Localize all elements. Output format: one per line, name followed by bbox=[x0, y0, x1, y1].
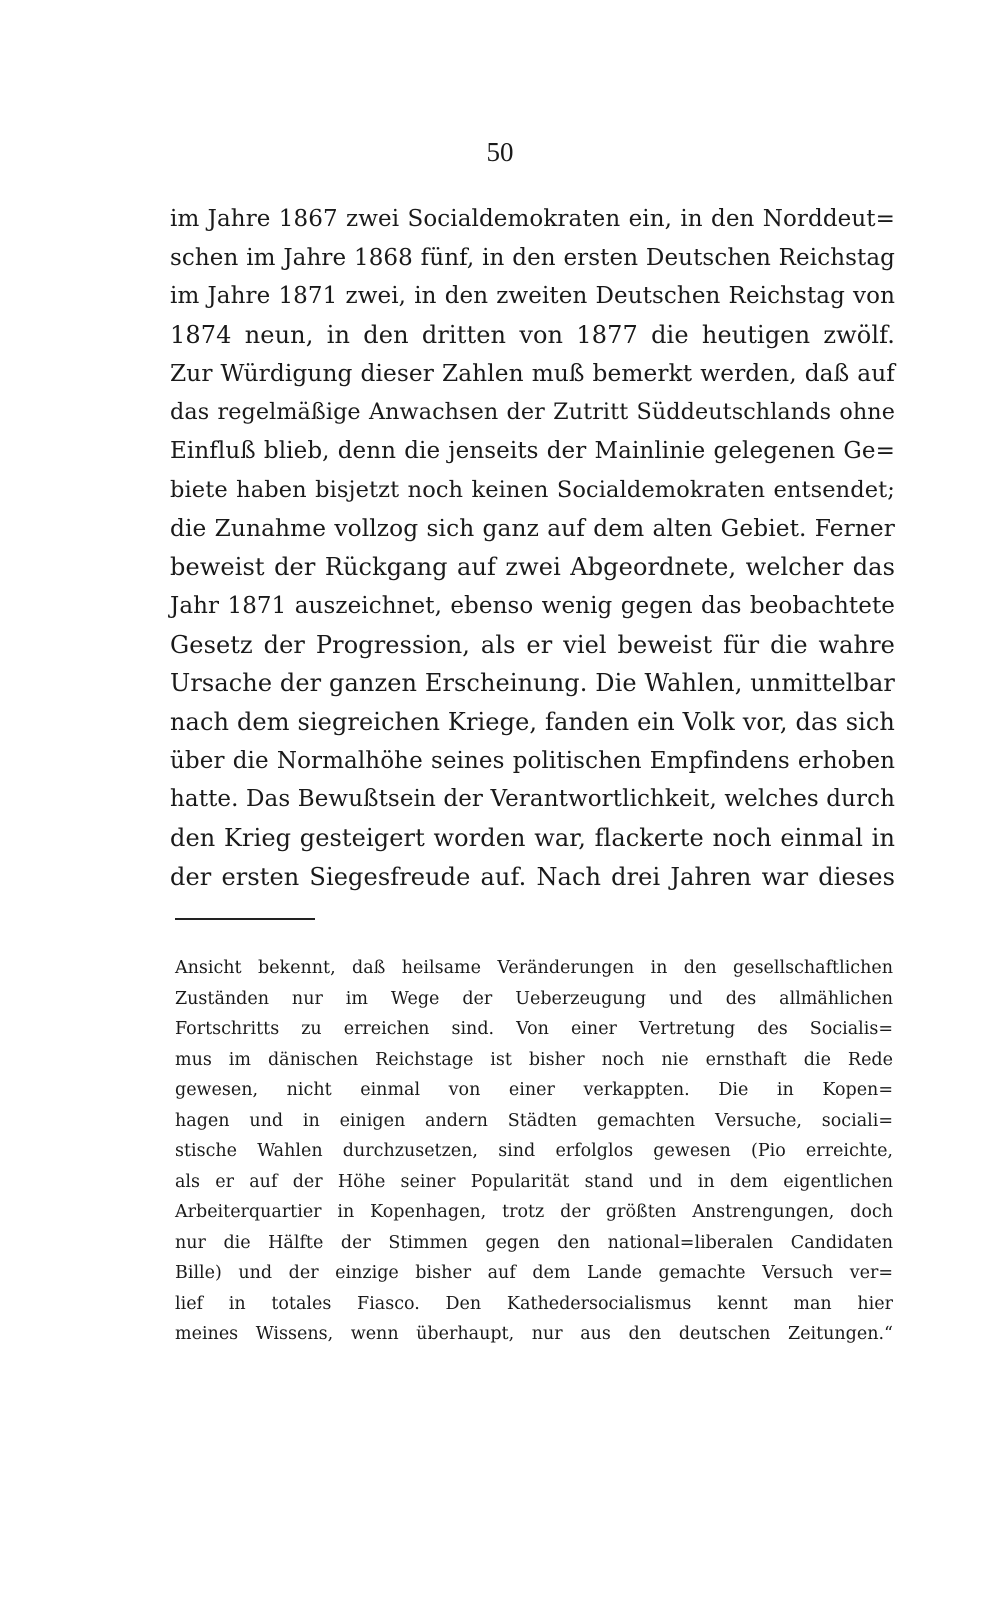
text-line: Jahr 1871 auszeichnet, ebenso wenig gegen das beobachtete bbox=[170, 592, 895, 619]
footnote-line: meines Wissens, wenn überhaupt, nur aus den deutschen Zeitungen.“ bbox=[175, 1324, 893, 1344]
text-line: biete haben bisjetzt noch keinen Socialdemokraten entsendet; bbox=[170, 476, 895, 503]
footnote-line: lief in totales Fiasco. Den Kathedersocialismus kennt man hier bbox=[175, 1293, 893, 1314]
footnote-line: Fortschritts zu erreichen sind. Von einer Vertretung des Socialis= bbox=[175, 1019, 893, 1039]
footnote-line: als er auf der Höhe seiner Popularität stand und in dem eigentlichen bbox=[175, 1171, 893, 1192]
footnote-line: nur die Hälfte der Stimmen gegen den national=liberalen Candidaten bbox=[175, 1232, 893, 1253]
text-line: Gesetz der Progression, als er viel beweist für die wahre bbox=[170, 630, 895, 659]
footnote-line: stische Wahlen durchzusetzen, sind erfolglos gewesen (Pio erreichte, bbox=[175, 1141, 893, 1161]
text-line: die Zunahme vollzog sich ganz auf dem alten Gebiet. Ferner bbox=[170, 514, 895, 542]
footnote-line: Bille) und der einzige bisher auf dem Lande gemachte Versuch ver= bbox=[175, 1263, 893, 1283]
text-line: schen im Jahre 1868 fünf, in den ersten Deutschen Reichstag bbox=[170, 244, 895, 271]
footnote-line: hagen und in einigen andern Städten gemachten Versuche, sociali= bbox=[175, 1110, 893, 1131]
text-line: den Krieg gesteigert worden war, flackerte noch einmal in bbox=[170, 824, 895, 852]
text-line: Zur Würdigung dieser Zahlen muß bemerkt werden, daß auf bbox=[170, 359, 895, 387]
main-text bbox=[170, 200, 895, 896]
text-line: 1874 neun, in den dritten von 1877 die heutigen zwölf. bbox=[170, 321, 895, 350]
text-line: der ersten Siegesfreude auf. Nach drei Jahren war dieses bbox=[170, 862, 895, 891]
page-number: 50 bbox=[486, 137, 514, 167]
text-line: über die Normalhöhe seines politischen Empfindens erhoben bbox=[170, 747, 895, 774]
footnote-line: Zuständen nur im Wege der Ueberzeugung und des allmählichen bbox=[175, 988, 893, 1009]
text-line: nach dem siegreichen Kriege, fanden ein Volk vor, das sich bbox=[170, 707, 895, 736]
text-line: hatte. Das Bewußtsein der Verantwortlichkeit, welches durch bbox=[170, 786, 895, 813]
text-line: im Jahre 1871 zwei, in den zweiten Deutschen Reichstag von bbox=[170, 283, 895, 310]
footnote-line: mus im dänischen Reichstage ist bisher noch nie ernsthaft die Rede bbox=[175, 1049, 893, 1070]
footnote-line: Arbeiterquartier in Kopenhagen, trotz der größten Anstrengungen, doch bbox=[175, 1202, 893, 1222]
footnote-line: Ansicht bekennt, daß heilsame Veränderungen in den gesellschaftlichen bbox=[175, 958, 893, 978]
text-line: im Jahre 1867 zwei Socialdemokraten ein, in den Norddeut= bbox=[170, 206, 895, 232]
text-line: beweist der Rückgang auf zwei Abgeordnete, welcher das bbox=[170, 553, 895, 582]
text-line: Ursache der ganzen Erscheinung. Die Wahlen, unmittelbar bbox=[170, 669, 895, 698]
text-line: das regelmäßige Anwachsen der Zutritt Süddeutschlands ohne bbox=[170, 399, 895, 426]
footnote bbox=[175, 953, 893, 1350]
footnote-line: gewesen, nicht einmal von einer verkappten. Die in Kopen= bbox=[175, 1080, 893, 1100]
footnote-separator bbox=[175, 918, 315, 920]
text-line: Einfluß blieb, denn die jenseits der Mainlinie gelegenen Ge= bbox=[170, 438, 895, 465]
